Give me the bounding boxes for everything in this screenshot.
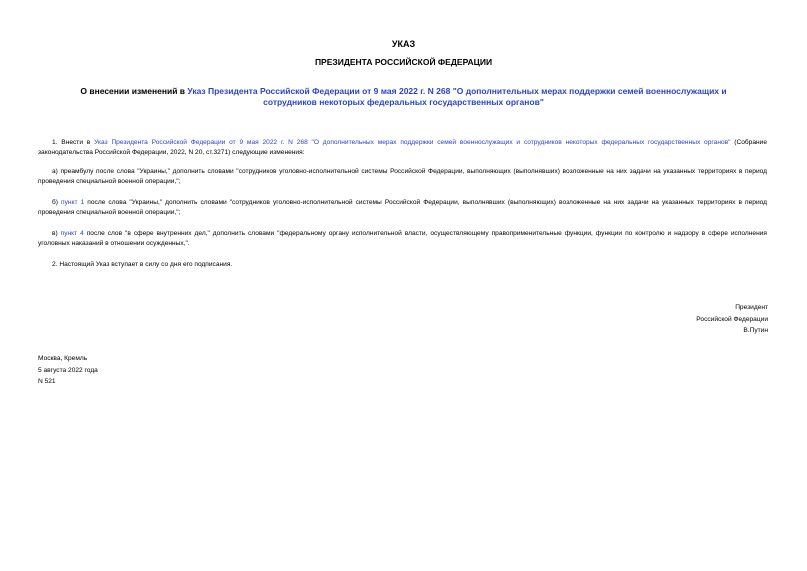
issue-date: 5 августа 2022 года: [38, 366, 98, 374]
issue-place: Москва, Кремль: [38, 355, 88, 362]
document-issuer: ПРЕЗИДЕНТА РОССИЙСКОЙ ФЕДЕРАЦИИ: [314, 57, 493, 67]
subparagraph-c: [38, 229, 767, 248]
subject-prefix: О внесении изменений в: [80, 86, 188, 96]
issue-details: [38, 353, 98, 388]
document-title: УКАЗ: [391, 39, 416, 49]
point-1-link[interactable]: пункт 1: [61, 199, 85, 206]
signature-country: Российской Федерации: [696, 315, 768, 323]
signature-name: В.Путин: [743, 327, 768, 334]
subparagraph-c-suffix: после слов "в сфере внутренних дел," дополнить словами "федеральному органу исполнительной власти, осуществляющему правоприменительные функции, функции по контролю и надзору в сфере исполнения уголовных наказаний в отношении осужденных,".: [38, 230, 767, 247]
subparagraph-b-suffix: после слова "Украины," дополнить словами "сотрудников уголовно-исполнительной системы Российской Федерации, выполнявших (выполняющих) возложенные на них задачи на указанных территориях в период проведения специальной военной операции,";: [38, 199, 767, 216]
paragraph-2: [38, 260, 767, 270]
document-subject: [60, 86, 747, 108]
paragraph-1-prefix: 1. Внести в: [52, 139, 95, 146]
paragraph-1-suffix: (Собрание законодательства Российской Федерации, 2022, N 20, ст.3271) следующие изменения:: [38, 139, 767, 156]
paragraph-1: [38, 138, 767, 157]
subparagraph-b-prefix: б): [52, 199, 62, 206]
paragraph-2-text: 2. Настоящий Указ вступает в силу со дня его подписания.: [52, 261, 233, 268]
decree-268-link[interactable]: Указ Президента Российской Федерации от 9 мая 2022 г. N 268 "О дополнительных мерах поддержки семей военнослужащих и сотрудников некоторых федеральных государственных органов": [94, 139, 731, 146]
subparagraph-b: [38, 198, 767, 217]
subparagraph-a-text: а) преамбулу после слова "Украины," дополнить словами "сотрудников уголовно-исполнительной системы Российской Федерации, выполняющих (выполнявших) возложенные на них задачи на указанных территориях в период проведения специальной военной операции,";: [38, 168, 767, 185]
signature-position: Президент: [735, 304, 768, 311]
subparagraph-c-prefix: в): [52, 230, 61, 237]
subparagraph-a: [38, 167, 767, 186]
subject-decree-link[interactable]: Указ Президента Российской Федерации от 9 мая 2022 г. N 268 "О дополнительных мерах поддержки семей военнослужащих и сотрудников некоторых федеральных государственных органов": [187, 86, 727, 107]
issue-number: N 521: [38, 378, 56, 385]
signature-block: [696, 302, 768, 337]
point-4-link[interactable]: пункт 4: [60, 230, 84, 237]
